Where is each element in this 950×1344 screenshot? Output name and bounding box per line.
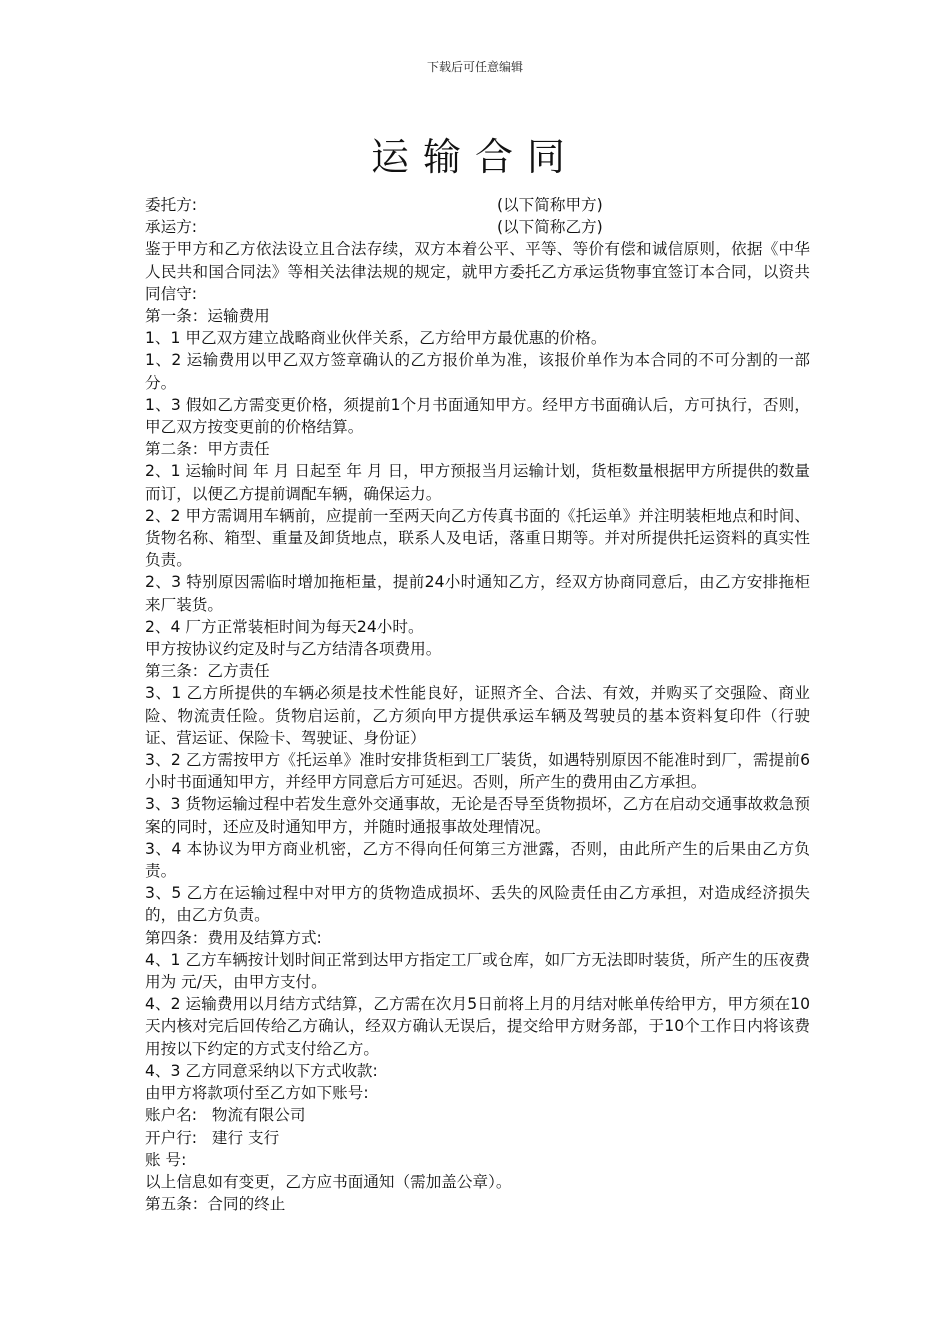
clause-3-5: 3、5 乙方在运输过程中对甲方的货物造成损坏、丢失的风险责任由乙方承担，对造成经济损失的，由乙方负责。 <box>145 884 810 925</box>
clause-4-1: 4、1 乙方车辆按计划时间正常到达甲方指定工厂或仓库，如厂方无法即时装货，所产生的压夜费用为 元/天，由甲方支付。 <box>145 950 810 992</box>
party-carrier <box>145 216 810 238</box>
clause-2-settlement: 甲方按协议约定及时与乙方结清各项费用。 <box>145 640 442 659</box>
page-header: 下载后可任意编辑 <box>426 60 523 74</box>
party-note: (以下简称甲方) <box>497 196 603 214</box>
account-name: 账户名: 物流有限公司 <box>145 1106 306 1125</box>
party-note: (以下简称乙方) <box>497 218 603 237</box>
article-1-heading: 第一条：运输费用 <box>145 306 270 325</box>
article-4-heading: 第四条：费用及结算方式: <box>145 928 322 947</box>
article-2-heading: 第二条：甲方责任 <box>145 440 270 459</box>
clause-2-3: 2、3 特别原因需临时增加拖柜量，提前24小时通知乙方，经双方协商同意后，由乙方安排拖柜来厂装货。 <box>145 573 810 614</box>
clause-3-2: 3、2 乙方需按甲方《托运单》准时安排货柜到工厂装货，如遇特别原因不能准时到厂，需提前6小时书面通知甲方，并经甲方同意后方可延迟。否则，所产生的费用由乙方承担。 <box>145 751 810 792</box>
clause-3-3: 3、3 货物运输过程中若发生意外交通事故，无论是否导至货物损坏，乙方在启动交通事故救急预案的同时，还应及时通知甲方，并随时通报事故处理情况。 <box>145 795 810 836</box>
payment-instruction: 由甲方将款项付至乙方如下账号: <box>145 1084 369 1103</box>
change-notice: 以上信息如有变更，乙方应书面通知（需加盖公章）。 <box>145 1172 512 1191</box>
clause-3-4: 3、4 本协议为甲方商业机密，乙方不得向任何第三方泄露，否则，由此所产生的后果由乙方负责。 <box>145 839 810 881</box>
party-label: 委托方: <box>145 196 198 214</box>
party-label: 承运方: <box>145 218 198 237</box>
account-number: 账 号: <box>145 1150 187 1169</box>
clause-2-4: 2、4 厂方正常装柜时间为每天24小时。 <box>145 617 424 636</box>
document-title: 运输合同 <box>370 135 579 179</box>
clause-4-3: 4、3 乙方同意采纳以下方式收款: <box>145 1061 378 1080</box>
bank-name: 开户行: 建行 支行 <box>145 1128 280 1147</box>
contract-body <box>145 194 810 1215</box>
clause-1-2: 1、2 运输费用以甲乙双方签章确认的乙方报价单为准，该报价单作为本合同的不可分割的一部分。 <box>145 351 810 392</box>
clause-3-1: 3、1 乙方所提供的车辆必须是技术性能良好，证照齐全、合法、有效，并购买了交强险、商业险、物流责任险。货物启运前，乙方须向甲方提供承运车辆及驾驶员的基本资料复印件（行驶证、营运证、保险卡、驾驶证、身份证） <box>145 684 810 747</box>
article-3-heading: 第三条：乙方责任 <box>145 662 270 681</box>
party-consignor <box>145 194 810 216</box>
clause-1-3: 1、3 假如乙方需变更价格，须提前1个月书面通知甲方。经甲方书面确认后，方可执行，否则，甲乙双方按变更前的价格结算。 <box>145 395 810 436</box>
clause-2-1: 2、1 运输时间 年 月 日起至 年 月 日，甲方预报当月运输计划，货柜数量根据甲方所提供的数量而订，以便乙方提前调配车辆，确保运力。 <box>145 462 810 503</box>
clause-2-2: 2、2 甲方需调用车辆前，应提前一至两天向乙方传真书面的《托运单》并注明装柜地点和时间、货物名称、箱型、重量及卸货地点，联系人及电话，落重日期等。并对所提供托运资料的真实性负责。 <box>145 506 810 570</box>
clause-4-2: 4、2 运输费用以月结方式结算，乙方需在次月5日前将上月的月结对帐单传给甲方，甲方须在10天内核对完后回传给乙方确认，经双方确认无误后，提交给甲方财务部，于10个工作日内将该费用按以下约定的方式支付给乙方。 <box>145 995 810 1058</box>
preamble: 鉴于甲方和乙方依法设立且合法存续，双方本着公平、平等、等价有偿和诚信原则，依据《中华人民共和国合同法》等相关法律法规的规定，就甲方委托乙方承运货物事宜签订本合同，以资共同信守: <box>145 240 810 303</box>
article-5-heading: 第五条：合同的终止 <box>145 1195 286 1214</box>
clause-1-1: 1、1 甲乙双方建立战略商业伙伴关系，乙方给甲方最优惠的价格。 <box>145 329 607 348</box>
